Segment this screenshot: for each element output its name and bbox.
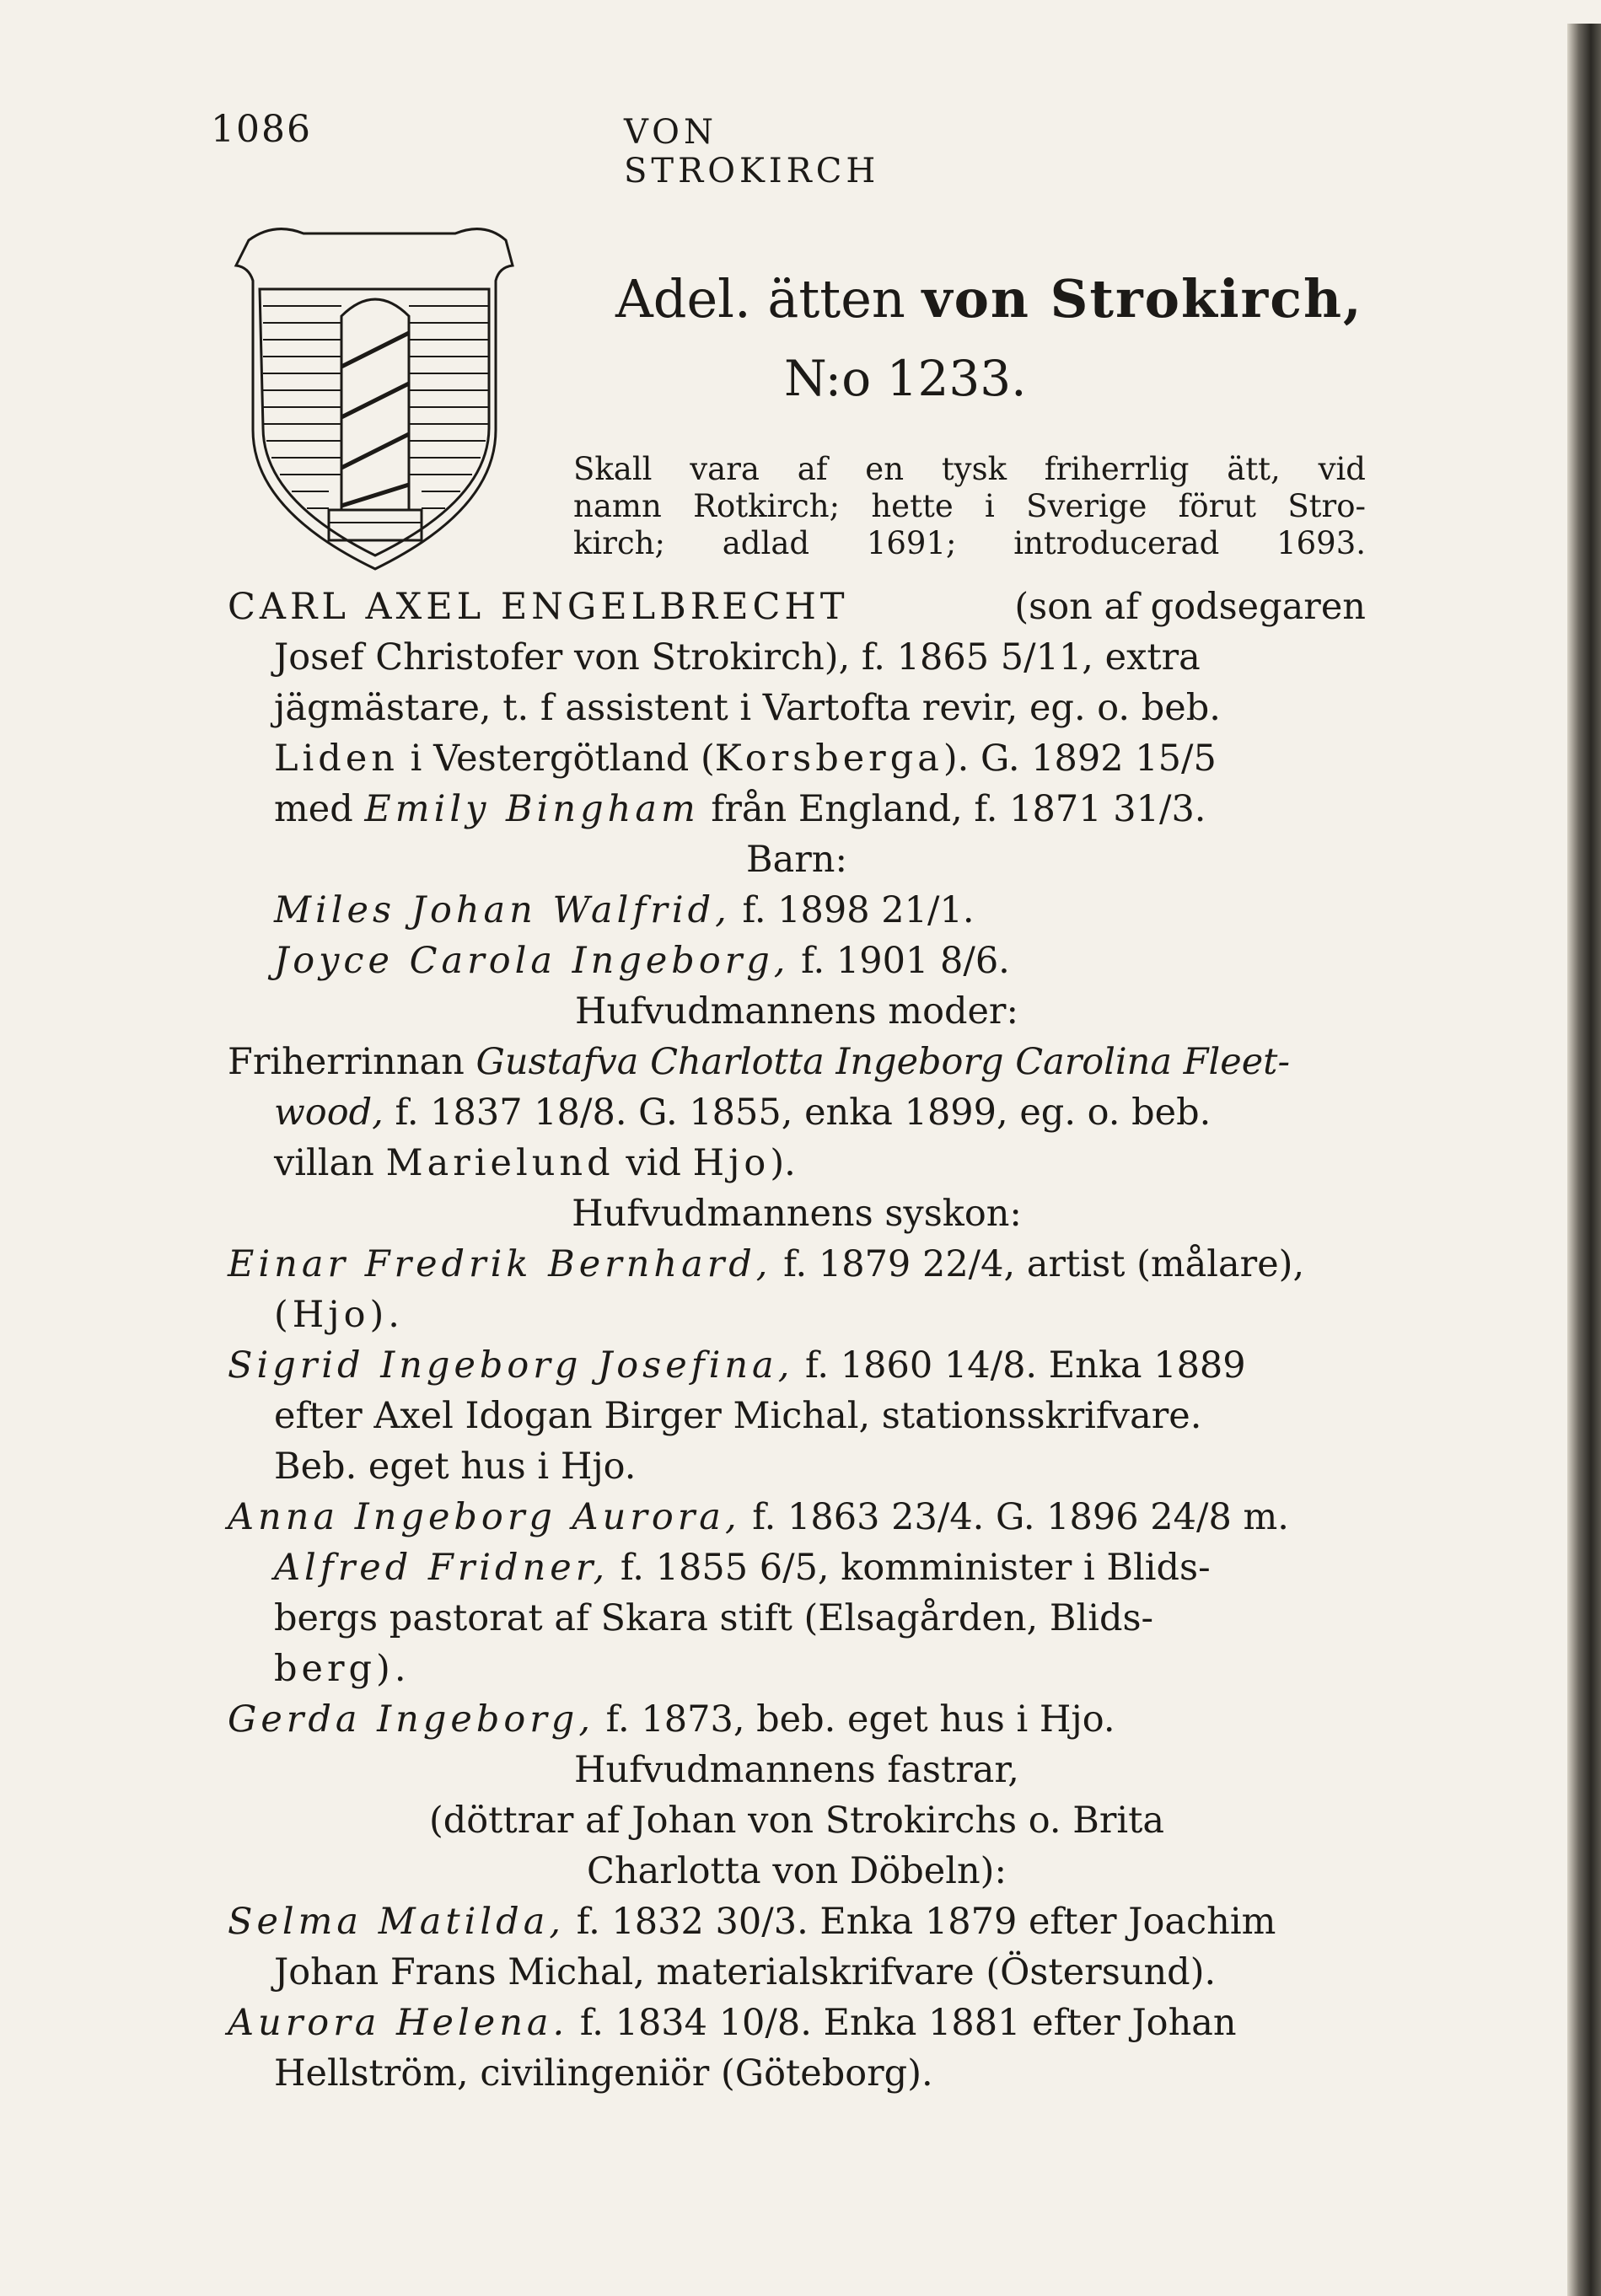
siblings-heading: Hufvudmannens syskon: (572, 1193, 1022, 1235)
sibling-entry: berg). (274, 1648, 411, 1690)
note-line: kirch; adlad 1691; introducerad 1693. (573, 525, 1366, 561)
mother-heading: Hufvudmannens moder: (575, 990, 1018, 1033)
page-number: 1086 (211, 108, 312, 151)
mother-entry: Friherrinnan Gustafva Charlotta Ingeborg Carolina Fleet- (228, 1041, 1290, 1083)
aunts-parentage: (döttrar af Johan von Strokirchs o. Brita (428, 1800, 1165, 1842)
aunts-heading: Hufvudmannens fastrar, (574, 1749, 1019, 1791)
sibling-entry: (Hjo). (274, 1294, 404, 1336)
mother-entry: villan Marielund vid Hjo). (274, 1142, 796, 1184)
sibling-entry: Gerda Ingeborg, f. 1873, beb. eget hus i Hjo. (228, 1698, 1115, 1741)
aunt-entry: Selma Matilda, f. 1832 30/3. Enka 1879 efter Joachim (228, 1901, 1276, 1943)
family-number: N:o 1233. (784, 350, 1027, 407)
sibling-entry: Anna Ingeborg Aurora, f. 1863 23/4. G. 1896 24/8 m. (228, 1496, 1289, 1538)
sibling-entry: efter Axel Idogan Birger Michal, stationsskrifvare. (274, 1395, 1202, 1437)
child-entry: Joyce Carola Ingeborg, f. 1901 8/6. (274, 940, 1010, 982)
head-entry-line: CARL AXEL ENGELBRECHT (son af godsegaren (228, 582, 1366, 632)
family-title (615, 268, 1363, 330)
sibling-entry: Beb. eget hus i Hjo. (274, 1446, 637, 1488)
aunt-entry: Johan Frans Michal, materialskrifvare (Östersund). (274, 1951, 1217, 1993)
child-entry: Miles Johan Walfrid, f. 1898 21/1. (274, 889, 975, 931)
sibling-entry: Sigrid Ingeborg Josefina, f. 1860 14/8. Enka 1889 (228, 1344, 1246, 1387)
wife-name: Emily Bingham (364, 788, 700, 830)
mother-entry: wood, f. 1837 18/8. G. 1855, enka 1899, eg. o. beb. (274, 1092, 1211, 1134)
title-prefix: Adel. ätten (615, 268, 905, 330)
note-line: Skall vara af en tysk friherrlig ätt, vid (573, 451, 1366, 487)
note-line: namn Rotkirch; hette i Sverige förut Stro- (573, 488, 1366, 524)
head-entry-line: jägmästare, t. f assistent i Vartofta revir, eg. o. beb. (274, 687, 1221, 729)
running-title: VON STROKIRCH (624, 113, 880, 190)
sibling-entry: Einar Fredrik Bernhard, f. 1879 22/4, artist (målare), (228, 1243, 1305, 1285)
children-heading: Barn: (746, 839, 847, 881)
sibling-entry: bergs pastorat af Skara stift (Elsagården, Blids- (274, 1597, 1154, 1639)
genealogy-text (228, 582, 1366, 2099)
title-family-name: von Strokirch, (921, 268, 1363, 330)
aunt-entry: Hellström, civilingeniör (Göteborg). (274, 2052, 933, 2095)
book-spine-edge (1567, 24, 1601, 2296)
aunt-entry: Aurora Helena. f. 1834 10/8. Enka 1881 efter Johan (228, 2002, 1237, 2044)
coat-of-arms-icon (202, 215, 548, 577)
aunts-parentage: Charlotta von Döbeln): (587, 1850, 1007, 1892)
origin-note (573, 451, 1366, 562)
head-entry-line: med Emily Bingham från England, f. 1871 31/3. (274, 788, 1206, 830)
head-name: CARL AXEL ENGELBRECHT (228, 586, 849, 628)
sibling-entry: Alfred Fridner, f. 1855 6/5, komminister i Blids- (274, 1547, 1211, 1589)
head-entry-line: Liden i Vestergötland (Korsberga). G. 1892 15/5 (274, 738, 1217, 780)
head-entry-line: Josef Christofer von Strokirch), f. 1865 5/11, extra (274, 636, 1201, 679)
